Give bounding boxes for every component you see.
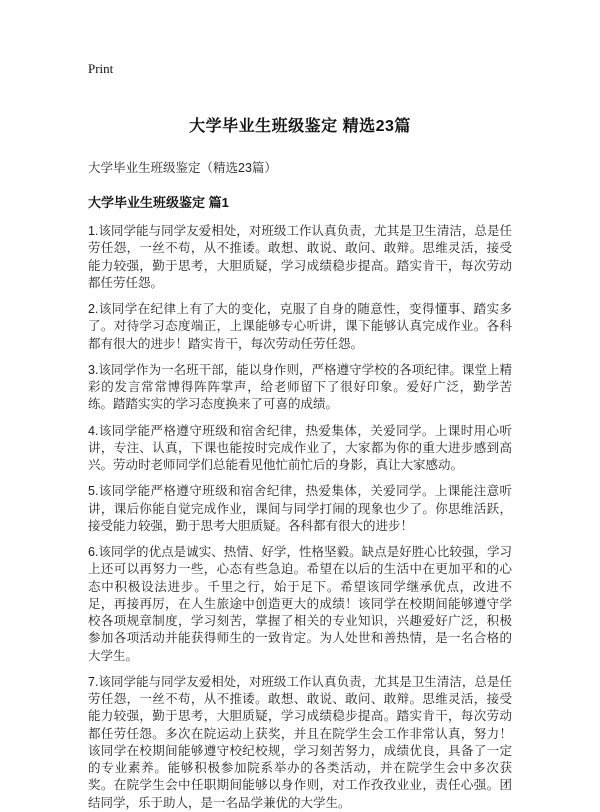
paragraph-7: 7.该同学能与同学友爱相处，对班级工作认真负责，尤其是卫生清洁，总是任劳任怨，一丝不苟，从不推诿。敢想、敢说、敢问、敢辩。思维灵活，接受能力较强，勤于思考，大胆质疑，学习成绩稳步提高。踏实肯干，每次劳动都任劳任怨。多次在院运动上获奖，并且在院学生会工作非常认真，努力！该同学在校期间能够遵守校纪校规，学习刻苦努力，成绩优良，具备了一定的专业素养。能够积极参加院系举办的各类活动，并在院学生会中多次获奖。在院学生会中任职期间能够以身作则，对工作孜孜业业，责任心强。团结同学，乐于助人，是一名品学兼优的大学生。 bbox=[88, 674, 512, 810]
paragraph-5: 5.该同学能严格遵守班级和宿舍纪律，热爱集体，关爱同学。上课能注意听讲，课后你能自觉完成作业，课间与同学打闹的现象也少了。你思维活跃，接受能力较强，勤于思考大胆质疑。各科都有很大的进步！ bbox=[88, 484, 512, 533]
page-title: 大学毕业生班级鉴定 精选23篇 bbox=[189, 118, 411, 135]
paragraph-1: 1.该同学能与同学友爱相处，对班级工作认真负责，尤其是卫生清洁，总是任劳任怨，一丝不苟，从不推诿。敢想、敢说、敢问、敢辩。思维灵活，接受能力较强，勤于思考，大胆质疑，学习成绩稳步提高。踏实肯干，每次劳动都任劳任怨。 bbox=[88, 224, 512, 290]
paragraph-4: 4.该同学能严格遵守班级和宿舍纪律，热爱集体，关爱同学。上课时用心听讲，专注、认真，下课也能按时完成作业了，大家都为你的重大进步感到高兴。劳动时老师同学们总能看见他忙前忙后的身影，真让大家感动。 bbox=[88, 423, 512, 472]
paragraph-2: 2.该同学在纪律上有了大的变化，克服了自身的随意性，变得懂事、踏实多了。对待学习态度端正，上课能够专心听讲，课下能够认真完成作业。各科都有很大的进步！踏实肯干，每次劳动任劳任怨。 bbox=[88, 302, 512, 351]
paragraph-6: 6.该同学的优点是诚实、热情、好学，性格坚毅。缺点是好胜心比较强，学习上还可以再努力一些，心态有些急迫。希望在以后的生活中在更加平和的心态中积极设法进步。千里之行，始于足下。希望该同学继承优点，改进不足，再接再厉，在人生旅途中创造更大的成绩！该同学在校期间能够遵守学校各项规章制度，学习刻苦，掌握了相关的专业知识，兴趣爱好广泛，积极参加各项活动并能获得师生的一致肯定。为人处世和善热情，是一名合格的大学生。 bbox=[88, 545, 512, 663]
paragraph-3: 3.该同学作为一名班干部，能以身作则，严格遵守学校的各项纪律。课堂上精彩的发言常常博得阵阵掌声，给老师留下了很好印象。爱好广泛，勤学苦练。踏踏实实的学习态度换来了可喜的成绩。 bbox=[88, 362, 512, 412]
print-button[interactable]: Print bbox=[88, 61, 114, 76]
document-subtitle: 大学毕业生班级鉴定（精选23篇） bbox=[88, 161, 277, 175]
section-heading: 大学毕业生班级鉴定 篇1 bbox=[88, 195, 229, 210]
